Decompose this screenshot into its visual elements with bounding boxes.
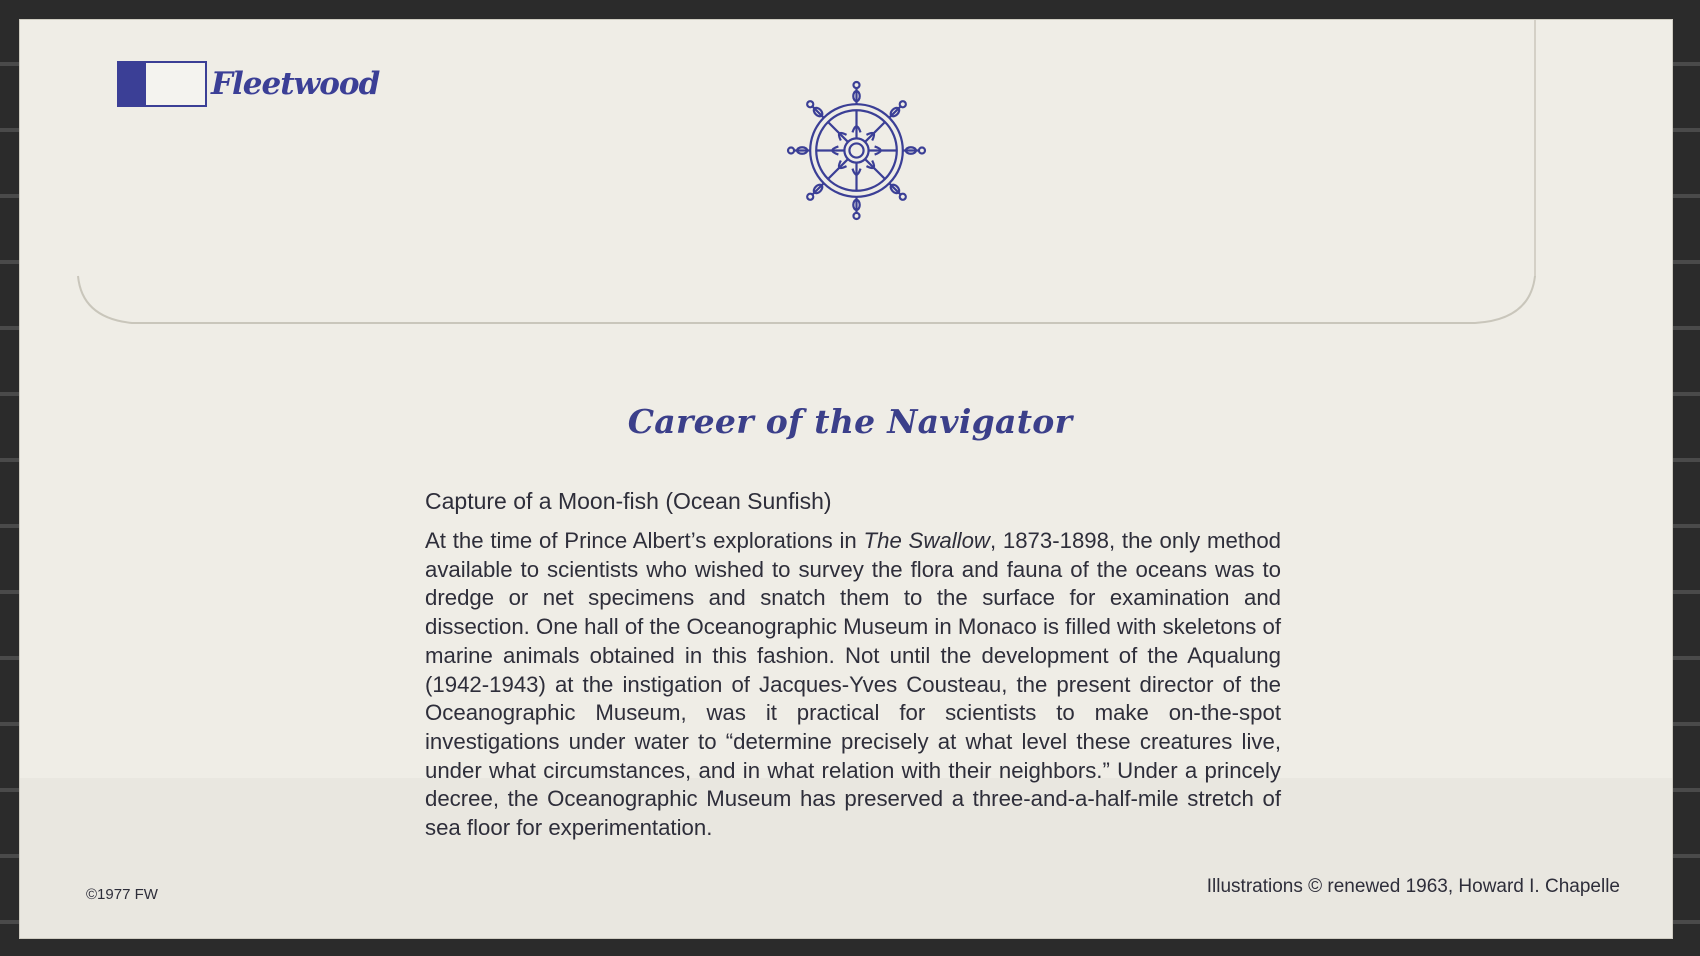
body-text-part1: At the time of Prince Albert’s explorations in — [425, 528, 864, 553]
article-heading: Capture of a Moon-fish (Ocean Sunfish) — [425, 488, 832, 514]
ship-wheel-icon — [784, 78, 929, 223]
illustration-credits: Illustrations © renewed 1963, Howard I. Chapelle — [1206, 876, 1620, 897]
ship-name: The Swallow — [863, 528, 990, 553]
copyright-notice: ©1977 FW — [86, 886, 158, 903]
article-body — [425, 527, 1281, 843]
logo-wordmark: Fleetwood — [211, 66, 380, 102]
logo-mark — [117, 61, 207, 107]
page-title: Career of the Navigator — [627, 402, 1073, 441]
body-text-part2: , 1873-1898, the only method available to scientists who wished to survey the flora and fauna of the oceans was to dredge or net specimens and snatch them to the surface for examination and dissection. One hall of the Oceanographic Museum in Monaco is filled with skeletons of marine animals obtained in this fashion. Not until the development of the Aqualung (1942-1943) at the instigation of Jacques-Yves Cousteau, the present director of the Oceanographic Museum, was it practical for scientists to make on-the-spot investigations under water to “determine precisely at what level these creatures live, under what circumstances, and in what relation with their neighbors.” Under a princely decree, the Oceanographic Museum has preserved a three-and-a-half-mile stretch of sea floor for experimentation. — [425, 528, 1281, 841]
fleetwood-logo — [117, 61, 379, 107]
